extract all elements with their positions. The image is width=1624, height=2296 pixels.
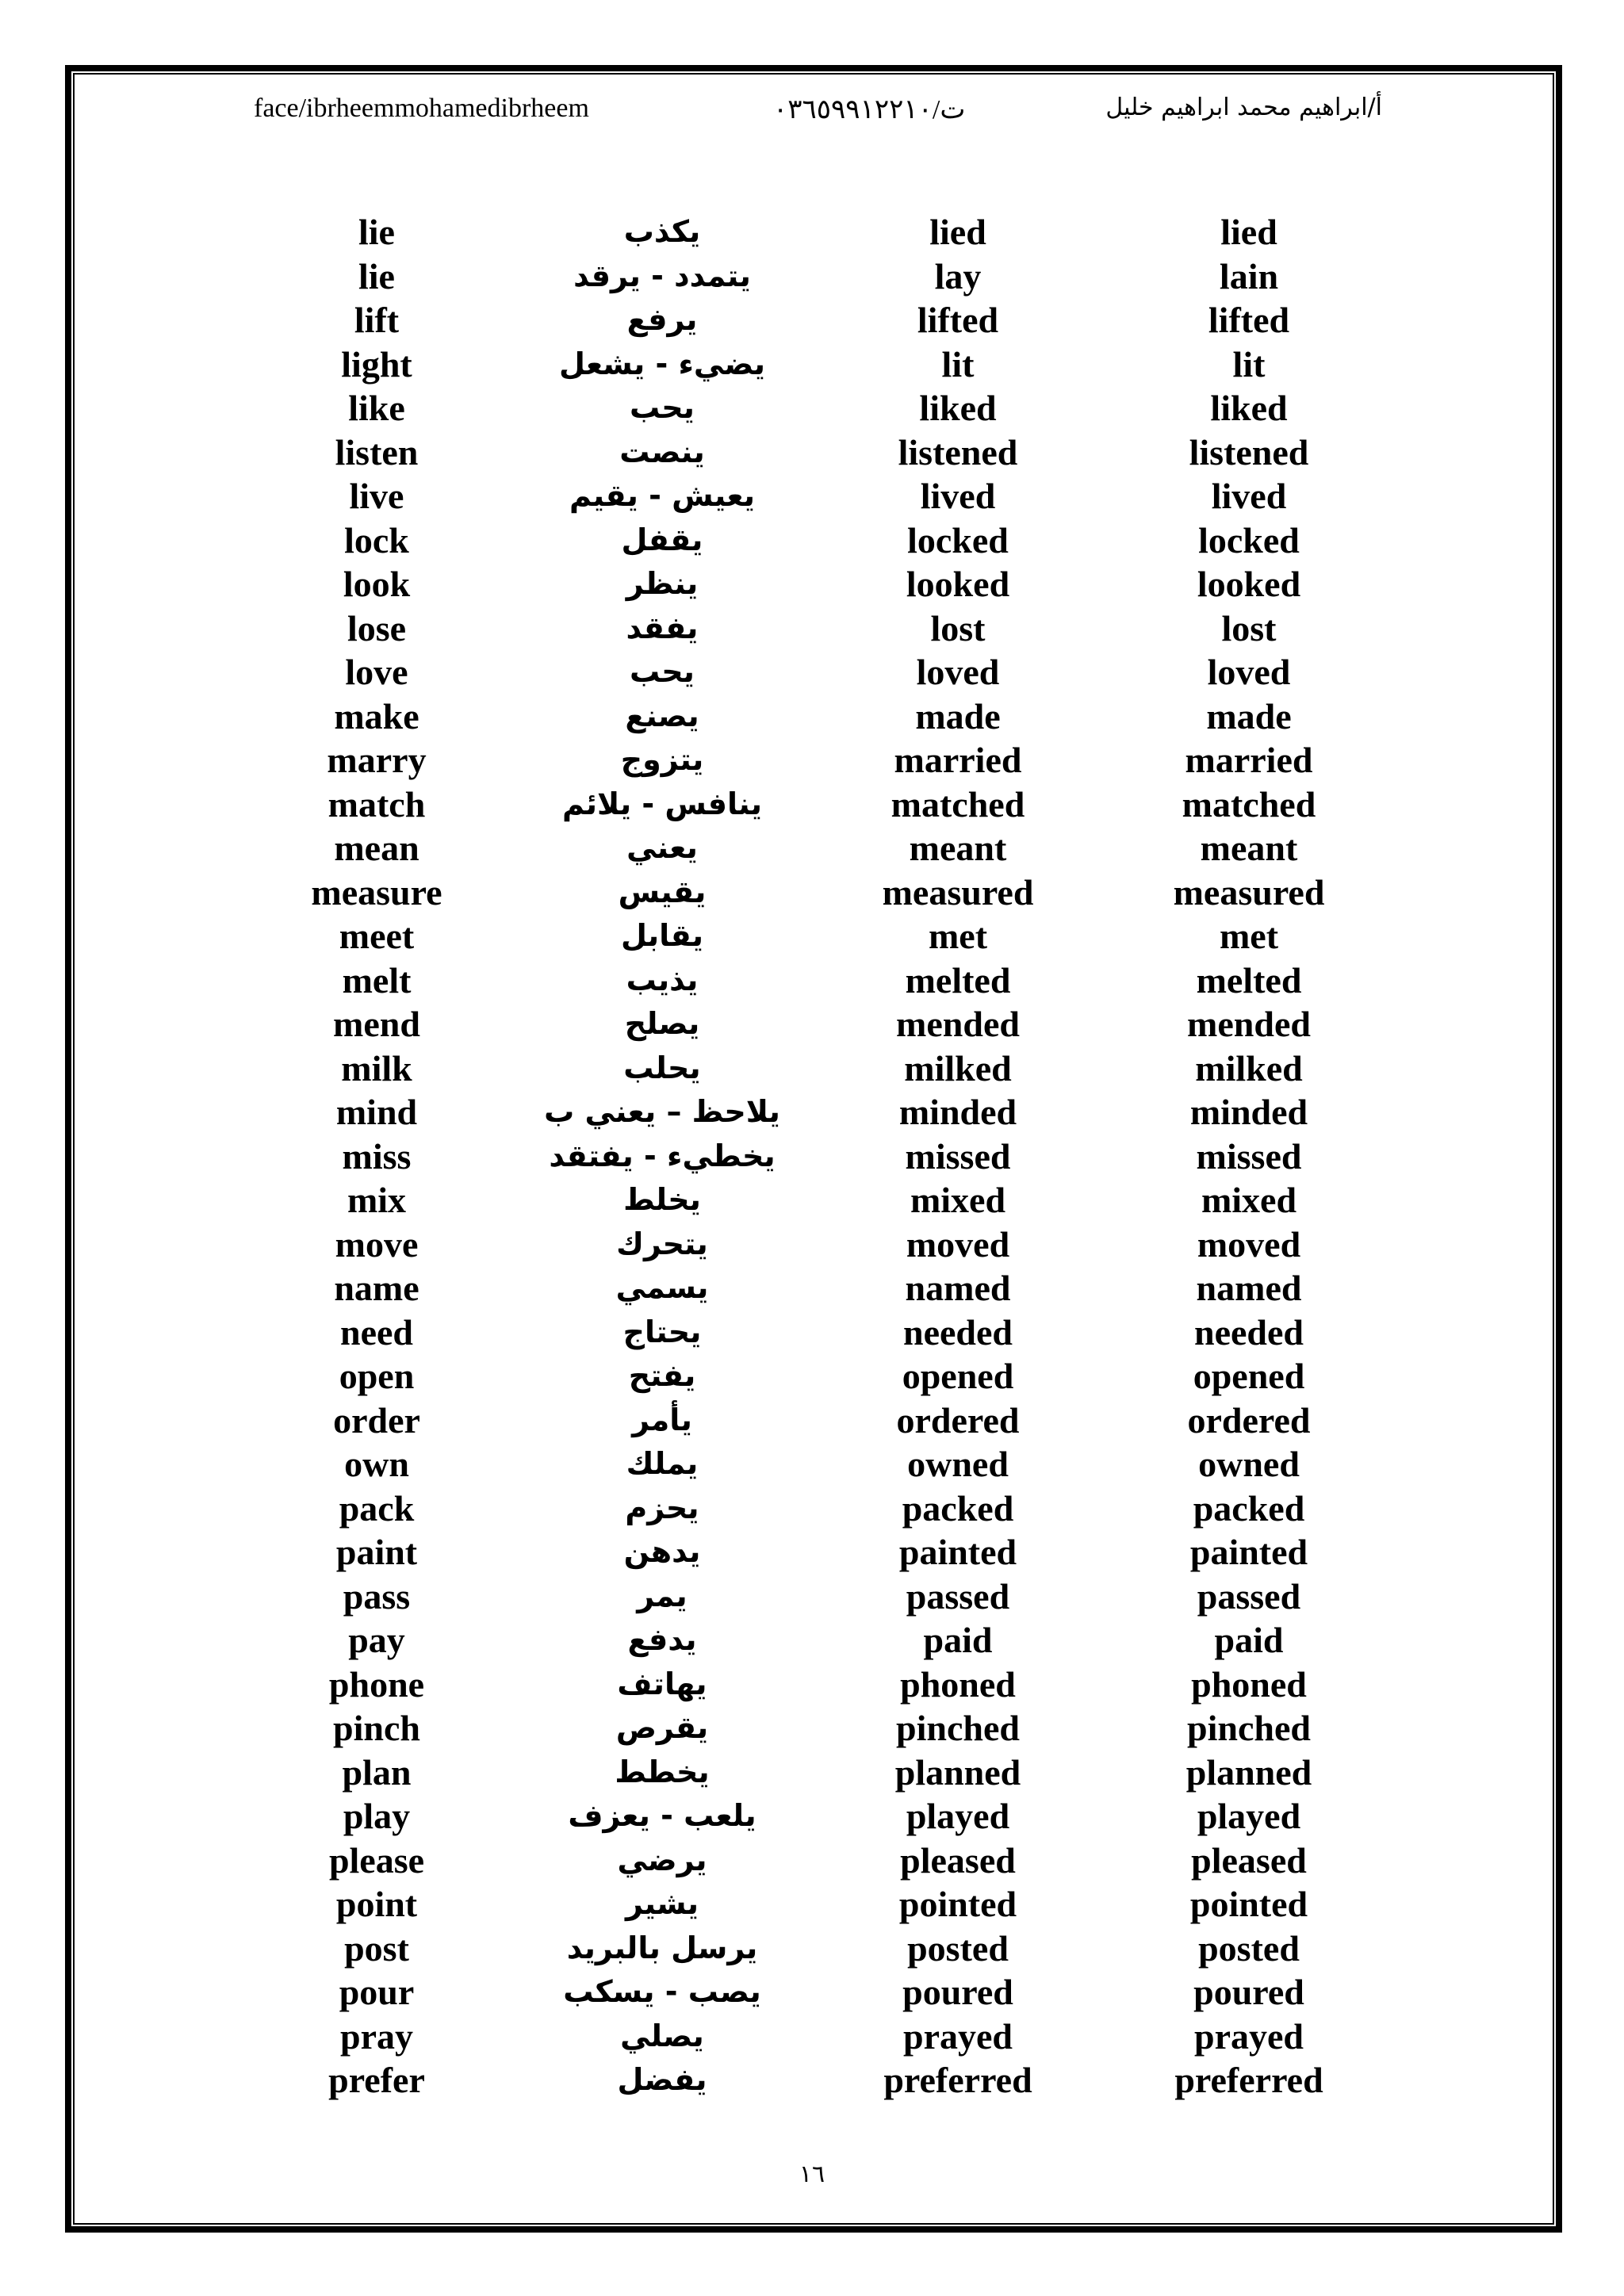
verb-past: matched bbox=[891, 783, 1025, 825]
verb-arabic-meaning: يصلح bbox=[624, 1006, 700, 1041]
verb-infinitive: meet bbox=[339, 916, 415, 956]
verb-infinitive: live bbox=[349, 476, 404, 516]
verb-past: needed bbox=[903, 1311, 1013, 1353]
verb-past-participle: looked bbox=[1197, 564, 1301, 604]
page-header bbox=[0, 94, 1624, 133]
verb-arabic-meaning: يفقد bbox=[626, 610, 699, 645]
verb-arabic-meaning: يتحرك bbox=[616, 1226, 708, 1261]
verb-arabic-meaning: ينافس - يلائم bbox=[561, 786, 763, 821]
verb-arabic-meaning: يتمدد - يرقد bbox=[573, 258, 751, 293]
verb-arabic-meaning: يحزم bbox=[625, 1490, 699, 1525]
verb-infinitive: lift bbox=[354, 300, 400, 340]
verb-past: looked bbox=[906, 564, 1010, 604]
verb-arabic-meaning: يفتح bbox=[628, 1358, 696, 1393]
verb-past-participle: minded bbox=[1189, 1092, 1308, 1132]
verb-arabic-meaning: يحلب bbox=[623, 1050, 701, 1085]
verb-row bbox=[0, 1135, 1624, 1179]
verb-row bbox=[0, 2058, 1624, 2103]
verb-infinitive: lock bbox=[344, 519, 409, 561]
phone-number: ت/٠١٢٢١٩٩٥٦٣٠ bbox=[773, 95, 966, 124]
verb-arabic-meaning: يدهن bbox=[623, 1534, 701, 1569]
verb-past-participle: moved bbox=[1197, 1223, 1301, 1265]
verb-past: paid bbox=[923, 1620, 993, 1660]
verb-infinitive: miss bbox=[342, 1135, 412, 1177]
verb-row bbox=[0, 210, 1624, 254]
verb-infinitive: measure bbox=[311, 871, 442, 913]
verb-row bbox=[0, 650, 1624, 695]
verb-row bbox=[0, 826, 1624, 871]
verb-infinitive: play bbox=[343, 1796, 411, 1836]
verb-arabic-meaning: يقرص bbox=[615, 1710, 709, 1745]
verb-arabic-meaning: يرضي bbox=[617, 1842, 707, 1877]
verb-arabic-meaning: يقابل bbox=[620, 918, 704, 953]
verb-past: poured bbox=[902, 1972, 1013, 2012]
verb-past: moved bbox=[906, 1223, 1010, 1265]
verb-infinitive: point bbox=[335, 1884, 418, 1924]
verb-infinitive: make bbox=[334, 695, 419, 737]
verb-past: pleased bbox=[900, 1839, 1016, 1881]
verb-row bbox=[0, 1090, 1624, 1135]
verb-past: phoned bbox=[900, 1663, 1016, 1705]
verb-past-participle: ordered bbox=[1187, 1399, 1311, 1441]
verb-row bbox=[0, 1663, 1624, 1707]
verb-arabic-meaning: يرفع bbox=[626, 302, 698, 337]
verb-past: packed bbox=[902, 1487, 1014, 1529]
verb-past: mended bbox=[896, 1004, 1020, 1044]
verb-row bbox=[0, 1970, 1624, 2015]
verb-infinitive: move bbox=[335, 1223, 419, 1265]
verb-past-participle: lived bbox=[1211, 476, 1287, 516]
verb-row bbox=[0, 1882, 1624, 1927]
verb-past-participle: matched bbox=[1182, 783, 1316, 825]
verb-infinitive: prefer bbox=[328, 2060, 425, 2100]
verb-arabic-meaning: يرسل بالبريد bbox=[566, 1930, 758, 1965]
verb-past-participle: packed bbox=[1193, 1487, 1305, 1529]
verb-infinitive: milk bbox=[341, 1047, 412, 1089]
verb-past: painted bbox=[898, 1532, 1017, 1572]
verb-arabic-meaning: يخلط bbox=[623, 1182, 701, 1217]
verb-arabic-meaning: يقفل bbox=[621, 522, 703, 557]
verb-row bbox=[0, 1487, 1624, 1531]
verb-arabic-meaning: يسمي bbox=[615, 1270, 709, 1305]
verb-arabic-meaning: يخطط bbox=[615, 1754, 710, 1789]
verb-arabic-meaning: يفضل bbox=[617, 2062, 707, 2097]
verb-infinitive: open bbox=[339, 1356, 415, 1396]
verb-arabic-meaning: يصلي bbox=[620, 2018, 704, 2053]
verb-infinitive: mean bbox=[334, 828, 419, 868]
verb-past: met bbox=[928, 916, 988, 956]
verb-past: lied bbox=[929, 212, 986, 252]
verb-past-participle: met bbox=[1219, 916, 1279, 956]
verb-past-participle: lifted bbox=[1208, 300, 1290, 340]
verb-row bbox=[0, 1839, 1624, 1883]
verb-infinitive: order bbox=[333, 1399, 420, 1441]
verb-past-participle: planned bbox=[1185, 1751, 1312, 1793]
verb-row bbox=[0, 1311, 1624, 1355]
verb-past-participle: prayed bbox=[1194, 2015, 1304, 2057]
verb-arabic-meaning: يعني bbox=[626, 830, 698, 865]
verb-arabic-meaning: يكذب bbox=[623, 214, 701, 249]
verb-past: lived bbox=[920, 476, 996, 516]
verb-arabic-meaning: يصب - يسكب bbox=[563, 1974, 761, 2009]
verb-past-participle: mended bbox=[1187, 1004, 1311, 1044]
verb-past: loved bbox=[916, 652, 1000, 692]
verb-past-participle: milked bbox=[1195, 1047, 1303, 1089]
verb-infinitive: phone bbox=[328, 1663, 425, 1705]
verb-row bbox=[0, 1266, 1624, 1311]
verb-row bbox=[0, 1047, 1624, 1091]
verb-infinitive: listen bbox=[335, 431, 419, 473]
verb-infinitive: need bbox=[340, 1311, 413, 1353]
verb-past-participle: opened bbox=[1193, 1356, 1305, 1396]
verb-infinitive: mind bbox=[335, 1092, 418, 1132]
verb-row bbox=[0, 738, 1624, 783]
verb-past: melted bbox=[905, 959, 1011, 1001]
verb-arabic-meaning: يحب bbox=[630, 390, 695, 425]
verb-past: posted bbox=[907, 1927, 1009, 1969]
verb-past: mixed bbox=[910, 1180, 1006, 1220]
verb-past: lit bbox=[941, 343, 975, 385]
verb-past: minded bbox=[898, 1092, 1017, 1132]
verb-table bbox=[0, 210, 1624, 2103]
verb-row bbox=[0, 254, 1624, 299]
verb-infinitive: look bbox=[343, 564, 411, 604]
verb-row bbox=[0, 1530, 1624, 1575]
verb-arabic-meaning: يعيش - يقيم bbox=[569, 478, 756, 513]
verb-past-participle: lain bbox=[1219, 255, 1279, 297]
verb-past: measured bbox=[882, 871, 1034, 913]
verb-past-participle: poured bbox=[1193, 1972, 1304, 2012]
verb-past-participle: lied bbox=[1220, 212, 1277, 252]
verb-row bbox=[0, 430, 1624, 475]
verb-past-participle: pinched bbox=[1187, 1708, 1311, 1748]
verb-arabic-meaning: يحب bbox=[630, 654, 695, 689]
verb-past-participle: liked bbox=[1210, 388, 1288, 428]
verb-past-participle: needed bbox=[1194, 1311, 1304, 1353]
verb-row bbox=[0, 783, 1624, 827]
verb-infinitive: pack bbox=[339, 1487, 415, 1529]
verb-past-participle: owned bbox=[1198, 1444, 1300, 1484]
verb-row bbox=[0, 562, 1624, 607]
verb-infinitive: name bbox=[334, 1268, 419, 1308]
author-name: أ/ابراهيم محمد ابراهيم خليل bbox=[1105, 94, 1382, 121]
verb-arabic-meaning: يشير bbox=[625, 1886, 699, 1921]
verb-past: locked bbox=[907, 519, 1009, 561]
verb-past-participle: mixed bbox=[1201, 1180, 1297, 1220]
verb-row bbox=[0, 914, 1624, 959]
verb-row bbox=[0, 519, 1624, 563]
verb-infinitive: pass bbox=[343, 1575, 411, 1617]
verb-past: meant bbox=[909, 828, 1007, 868]
verb-infinitive: pinch bbox=[333, 1708, 420, 1748]
verb-row bbox=[0, 959, 1624, 1003]
verb-past-participle: phoned bbox=[1191, 1663, 1307, 1705]
verb-row bbox=[0, 871, 1624, 915]
verb-row bbox=[0, 1178, 1624, 1223]
verb-infinitive: lie bbox=[358, 255, 395, 297]
verb-past: played bbox=[906, 1796, 1010, 1836]
verb-arabic-meaning: يذيب bbox=[626, 962, 699, 997]
verb-arabic-meaning: يضيء - يشعل bbox=[558, 346, 766, 381]
verb-past-participle: played bbox=[1197, 1796, 1301, 1836]
verb-past-participle: missed bbox=[1196, 1135, 1302, 1177]
verb-arabic-meaning: يحتاج bbox=[622, 1314, 702, 1349]
verb-row bbox=[0, 1002, 1624, 1047]
verb-row bbox=[0, 342, 1624, 387]
verb-past: liked bbox=[919, 388, 997, 428]
verb-past-participle: locked bbox=[1198, 519, 1300, 561]
verb-arabic-meaning: يمر bbox=[637, 1578, 688, 1613]
verb-arabic-meaning: ينظر bbox=[626, 566, 699, 601]
page-number: ١٦ bbox=[799, 2160, 825, 2188]
verb-past: prayed bbox=[903, 2015, 1013, 2057]
verb-past: milked bbox=[904, 1047, 1012, 1089]
verb-past: owned bbox=[907, 1444, 1009, 1484]
verb-past-participle: posted bbox=[1198, 1927, 1300, 1969]
verb-past: opened bbox=[902, 1356, 1014, 1396]
verb-past: lay bbox=[934, 255, 982, 297]
verb-row bbox=[0, 1354, 1624, 1399]
verb-infinitive: melt bbox=[342, 959, 412, 1001]
verb-infinitive: match bbox=[327, 783, 426, 825]
verb-row bbox=[0, 1706, 1624, 1751]
verb-past-participle: preferred bbox=[1174, 2060, 1323, 2100]
verb-row bbox=[0, 386, 1624, 430]
verb-arabic-meaning: يصنع bbox=[625, 698, 699, 733]
verb-arabic-meaning: يأمر bbox=[632, 1402, 692, 1437]
verb-arabic-meaning: يقيس bbox=[618, 874, 707, 909]
verb-past-participle: made bbox=[1206, 695, 1292, 737]
verb-row bbox=[0, 607, 1624, 651]
verb-past-participle: listened bbox=[1189, 431, 1309, 473]
verb-infinitive: post bbox=[344, 1927, 409, 1969]
verb-row bbox=[0, 1794, 1624, 1839]
verb-infinitive: pray bbox=[340, 2015, 413, 2057]
verb-past: listened bbox=[898, 431, 1018, 473]
verb-past-participle: pleased bbox=[1191, 1839, 1307, 1881]
verb-arabic-meaning: يتزوج bbox=[620, 742, 704, 777]
verb-past: made bbox=[915, 695, 1001, 737]
verb-past: passed bbox=[906, 1575, 1010, 1617]
verb-arabic-meaning: يخطيء - يفتقد bbox=[549, 1138, 776, 1173]
facebook-handle: face/ibrheemmohamedibrheem bbox=[254, 94, 589, 123]
verb-past: preferred bbox=[883, 2060, 1032, 2100]
verb-past-participle: pointed bbox=[1189, 1884, 1308, 1924]
verb-infinitive: marry bbox=[327, 740, 427, 780]
verb-arabic-meaning: يلعب - يعزف bbox=[568, 1798, 756, 1833]
verb-past-participle: married bbox=[1185, 740, 1313, 780]
verb-infinitive: light bbox=[341, 343, 412, 385]
verb-infinitive: love bbox=[345, 652, 408, 692]
verb-infinitive: pay bbox=[348, 1620, 405, 1660]
verb-past-participle: melted bbox=[1196, 959, 1302, 1001]
verb-past: pinched bbox=[896, 1708, 1020, 1748]
verb-arabic-meaning: يهاتف bbox=[617, 1666, 707, 1701]
verb-past: pointed bbox=[898, 1884, 1017, 1924]
verb-infinitive: paint bbox=[335, 1532, 418, 1572]
verb-past-participle: loved bbox=[1207, 652, 1291, 692]
verb-row bbox=[0, 2015, 1624, 2059]
verb-arabic-meaning: ينصت bbox=[619, 434, 705, 469]
verb-past: married bbox=[894, 740, 1022, 780]
verb-past: named bbox=[905, 1268, 1011, 1308]
verb-past-participle: painted bbox=[1189, 1532, 1308, 1572]
verb-infinitive: lose bbox=[347, 607, 407, 649]
verb-infinitive: mend bbox=[333, 1004, 420, 1044]
verb-past-participle: lost bbox=[1221, 607, 1277, 649]
verb-past-participle: paid bbox=[1214, 1620, 1284, 1660]
verb-past: lifted bbox=[917, 300, 999, 340]
verb-infinitive: pour bbox=[339, 1972, 415, 2012]
verb-infinitive: please bbox=[328, 1839, 425, 1881]
verb-past: planned bbox=[894, 1751, 1021, 1793]
verb-row bbox=[0, 1399, 1624, 1443]
verb-past: ordered bbox=[896, 1399, 1020, 1441]
verb-row bbox=[0, 1575, 1624, 1619]
verb-row bbox=[0, 298, 1624, 342]
verb-past: lost bbox=[930, 607, 986, 649]
verb-row bbox=[0, 1618, 1624, 1663]
verb-infinitive: own bbox=[344, 1444, 409, 1484]
verb-past-participle: passed bbox=[1197, 1575, 1301, 1617]
verb-past-participle: lit bbox=[1232, 343, 1266, 385]
verb-row bbox=[0, 1223, 1624, 1267]
verb-infinitive: plan bbox=[342, 1751, 412, 1793]
verb-past: missed bbox=[905, 1135, 1011, 1177]
verb-row bbox=[0, 1927, 1624, 1971]
verb-arabic-meaning: يلاحظ – يعني ب bbox=[544, 1094, 780, 1129]
verb-row bbox=[0, 1442, 1624, 1487]
verb-arabic-meaning: يدفع bbox=[627, 1622, 697, 1657]
verb-infinitive: like bbox=[348, 388, 405, 428]
verb-row bbox=[0, 695, 1624, 739]
verb-row bbox=[0, 474, 1624, 519]
verb-infinitive: lie bbox=[358, 212, 395, 252]
verb-infinitive: mix bbox=[347, 1180, 407, 1220]
verb-row bbox=[0, 1751, 1624, 1795]
verb-arabic-meaning: يملك bbox=[626, 1446, 699, 1481]
verb-past-participle: measured bbox=[1173, 871, 1325, 913]
verb-past-participle: meant bbox=[1200, 828, 1298, 868]
verb-past-participle: named bbox=[1196, 1268, 1302, 1308]
